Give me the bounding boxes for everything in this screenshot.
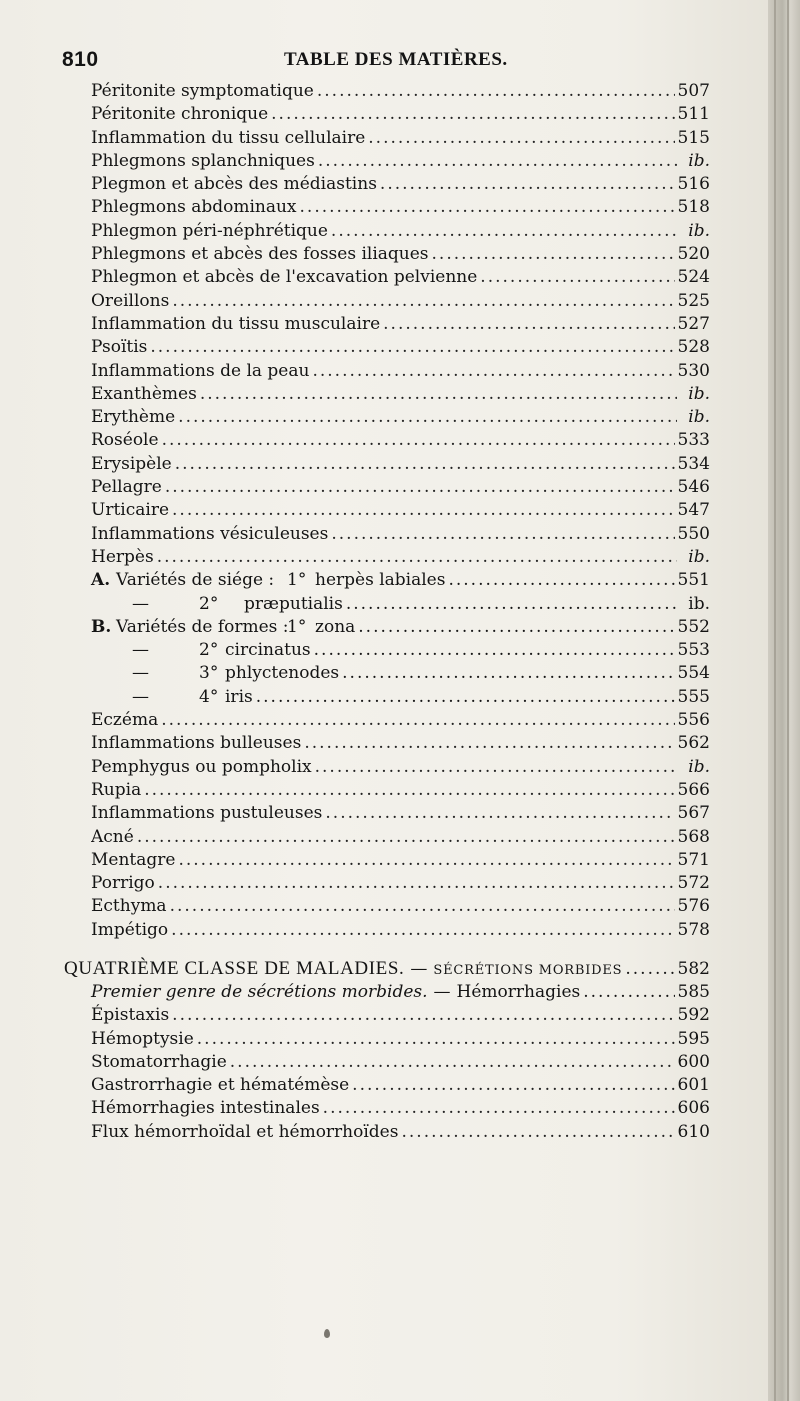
entry-label: Rupia	[91, 779, 142, 800]
entry-label: Roséole	[91, 430, 159, 451]
toc-entry	[91, 1121, 710, 1144]
entry-label: Inflammations bulleuses	[91, 733, 302, 754]
toc-entry	[91, 1028, 710, 1051]
ditto-dash: —	[132, 593, 149, 614]
herpes-variety-b-3	[91, 662, 710, 685]
variety-num: 1°	[287, 570, 307, 591]
page-reference: 516	[677, 174, 710, 195]
toc-entry	[91, 1004, 710, 1027]
leader-dots	[170, 895, 675, 918]
toc-entry	[91, 429, 710, 452]
page-reference: ib.	[688, 220, 710, 241]
page-reference: 550	[677, 523, 710, 544]
toc-entry	[91, 499, 710, 522]
page-reference: ib.	[688, 150, 710, 171]
variety-name: præputialis	[244, 593, 343, 614]
leader-dots	[150, 336, 674, 359]
variety-name: phlyctenodes	[225, 663, 340, 684]
leader-dots	[230, 1051, 675, 1074]
leader-dots	[165, 476, 675, 499]
toc-entry	[91, 383, 710, 406]
leader-dots	[304, 732, 674, 755]
leader-dots	[331, 220, 677, 243]
edge-line	[774, 0, 776, 1401]
page-reference: 578	[677, 919, 710, 940]
toc-entry	[91, 313, 710, 336]
entry-label: Eczéma	[91, 710, 159, 731]
leader-dots	[300, 196, 675, 219]
entry-label: Phlegmon et abcès de l'excavation pelvienne	[91, 267, 478, 288]
entry-label: Stomatorrhagie	[91, 1051, 227, 1072]
toc-entry	[91, 127, 710, 150]
page-reference: 566	[677, 779, 710, 800]
ditto-dash: —	[132, 663, 149, 684]
toc-entry	[91, 709, 710, 732]
page-reference: 515	[677, 127, 710, 148]
entry-label: Exanthèmes	[91, 383, 197, 404]
entry-label: Gastrorrhagie et hématémèse	[91, 1075, 350, 1096]
herpes-variety-b-4	[91, 686, 710, 709]
page-reference: ib.	[688, 756, 710, 777]
variety-kind-a: Variétés de siége :	[116, 570, 275, 591]
page-reference: 606	[677, 1098, 710, 1119]
toc-entries	[64, 80, 710, 1144]
page-edge	[768, 0, 800, 1401]
leader-dots	[162, 429, 675, 452]
genre-heading	[91, 981, 710, 1004]
toc-entry	[91, 872, 710, 895]
toc-entry	[91, 895, 710, 918]
herpes-variety-a-1	[91, 569, 710, 592]
page-reference: ib.	[688, 407, 710, 428]
entry-label: Oreillons	[91, 290, 170, 311]
page-header	[62, 48, 692, 74]
toc-entry	[91, 1097, 710, 1120]
genre-title: Premier genre de sécrétions morbides.	[91, 981, 428, 1002]
leader-dots	[342, 662, 674, 685]
toc-entry	[91, 546, 710, 569]
page-reference: 533	[677, 430, 710, 451]
toc-entry	[91, 849, 710, 872]
genre-dash: —	[433, 981, 451, 1002]
entry-label: Urticaire	[91, 500, 170, 521]
ditto-dash: —	[132, 640, 149, 661]
page-reference: 556	[677, 710, 710, 731]
leader-dots	[346, 593, 677, 616]
herpes-variety-b-1	[91, 616, 710, 639]
leader-dots	[175, 453, 675, 476]
page-reference: 547	[677, 500, 710, 521]
entry-label: Inflammations vésiculeuses	[91, 523, 329, 544]
leader-dots	[401, 1121, 674, 1144]
entry-label: Hémorrhagies intestinales	[91, 1098, 320, 1119]
page-reference: 551	[677, 570, 710, 591]
entry-label: Acné	[91, 826, 134, 847]
leader-dots	[331, 523, 674, 546]
page-reference: 592	[677, 1005, 710, 1026]
page-reference: 585	[677, 981, 710, 1002]
page-reference: 528	[677, 337, 710, 358]
page-number: 810	[62, 48, 99, 71]
leader-dots	[157, 546, 677, 569]
leader-dots	[178, 849, 674, 872]
page-reference: 562	[677, 733, 710, 754]
entry-label: Porrigo	[91, 873, 155, 894]
variety-marker-a: A.	[91, 570, 111, 591]
toc-entry	[91, 779, 710, 802]
toc-entry	[91, 453, 710, 476]
page-reference: 610	[677, 1121, 710, 1142]
variety-num: 2°	[199, 640, 219, 661]
leader-dots	[383, 313, 674, 336]
toc-entry	[91, 756, 710, 779]
page-reference: 527	[677, 313, 710, 334]
page-reference: 582	[677, 958, 710, 979]
leader-dots	[197, 1028, 675, 1051]
entry-label: Mentagre	[91, 849, 176, 870]
page-reference: 595	[677, 1028, 710, 1049]
toc-entry	[91, 732, 710, 755]
toc-entry	[91, 476, 710, 499]
genre-label: Hémorrhagies	[456, 981, 581, 1002]
leader-dots	[200, 383, 677, 406]
leader-dots	[172, 499, 675, 522]
page-reference: ib.	[688, 546, 710, 567]
toc-entry	[91, 336, 710, 359]
variety-kind-b: Variétés de formes :	[116, 616, 289, 637]
toc-entry	[91, 150, 710, 173]
toc-entry	[91, 103, 710, 126]
leader-dots	[625, 957, 674, 982]
entry-label: Épistaxis	[91, 1005, 170, 1026]
page-reference: 511	[677, 104, 710, 125]
page-reference: 553	[677, 640, 710, 661]
leader-dots	[448, 569, 674, 592]
entry-label: Inflammation du tissu cellulaire	[91, 127, 366, 148]
leader-dots	[317, 80, 675, 103]
page-reference: 600	[677, 1051, 710, 1072]
leader-dots	[325, 802, 674, 825]
page-reference: 567	[677, 803, 710, 824]
entry-label: Inflammations de la peau	[91, 360, 310, 381]
variety-name: herpès labiales	[315, 570, 446, 591]
page-reference: ib.	[688, 383, 710, 404]
leader-dots	[323, 1097, 675, 1120]
page-reference: 507	[677, 81, 710, 101]
entry-label: Psoïtis	[91, 337, 148, 358]
variety-num: 2°	[199, 593, 219, 614]
page-reference: 554	[677, 663, 710, 684]
leader-dots	[318, 150, 677, 173]
toc-entry	[91, 243, 710, 266]
page-reference: ib.	[688, 593, 710, 614]
leader-dots	[358, 616, 674, 639]
toc-list-top	[91, 80, 710, 569]
herpes-variety-b-2	[91, 639, 710, 662]
leader-dots	[314, 639, 675, 662]
ink-mark	[324, 1329, 330, 1338]
leader-dots	[315, 756, 677, 779]
page-reference: 518	[677, 197, 710, 218]
toc-entry	[91, 266, 710, 289]
page-reference: 571	[677, 849, 710, 870]
entry-label: Plegmon et abcès des médiastins	[91, 174, 377, 195]
toc-entry	[91, 173, 710, 196]
page-reference: 534	[677, 453, 710, 474]
entry-label: Péritonite symptomatique	[91, 81, 314, 101]
page-reference: 601	[677, 1075, 710, 1096]
leader-dots	[172, 1004, 674, 1027]
variety-num: 3°	[199, 663, 219, 684]
leader-dots	[137, 826, 675, 849]
page-reference: 524	[677, 267, 710, 288]
entry-label: Phlegmons splanchniques	[91, 150, 315, 171]
variety-name: circinatus	[225, 640, 311, 661]
entry-label: Phlegmons abdominaux	[91, 197, 297, 218]
leader-dots	[368, 127, 674, 150]
leader-dots	[380, 173, 675, 196]
ditto-dash: —	[132, 686, 149, 707]
variety-num: 4°	[199, 686, 219, 707]
page-reference: 546	[677, 477, 710, 498]
leader-dots	[144, 779, 674, 802]
toc-entry	[91, 360, 710, 383]
page-reference: 568	[677, 826, 710, 847]
toc-entry	[91, 919, 710, 942]
toc-list-bottom	[91, 1004, 710, 1144]
toc-entry	[91, 196, 710, 219]
entry-label: Ecthyma	[91, 896, 167, 917]
page-reference: 552	[677, 616, 710, 637]
variety-name: iris	[225, 686, 253, 707]
toc-list-mid	[91, 709, 710, 942]
leader-dots	[178, 406, 677, 429]
variety-num: 1°	[287, 616, 307, 637]
entry-label: Inflammation du tissu musculaire	[91, 313, 381, 334]
leader-dots	[312, 360, 674, 383]
toc-entry	[91, 220, 710, 243]
leader-dots	[158, 872, 675, 895]
page-reference: 555	[677, 686, 710, 707]
entry-label: Impétigo	[91, 919, 169, 940]
herpes-variety-a-2	[91, 593, 710, 616]
toc-entry	[91, 802, 710, 825]
page-reference: 576	[677, 896, 710, 917]
leader-dots	[271, 103, 674, 126]
leader-dots	[256, 686, 675, 709]
entry-label: Péritonite chronique	[91, 104, 269, 125]
entry-label: Phlegmons et abcès des fosses iliaques	[91, 244, 429, 265]
leader-dots	[161, 709, 674, 732]
leader-dots	[480, 266, 674, 289]
leader-dots	[583, 981, 674, 1004]
page-reference: 572	[677, 873, 710, 894]
variety-marker-b: B.	[91, 616, 112, 637]
leader-dots	[172, 290, 674, 313]
toc-entry	[91, 1051, 710, 1074]
entry-label: Erythème	[91, 407, 176, 428]
class-dash: —	[410, 958, 428, 979]
toc-entry	[91, 523, 710, 546]
edge-line	[787, 0, 789, 1401]
page-reference: 525	[677, 290, 710, 311]
page-reference: 530	[677, 360, 710, 381]
variety-name: zona	[315, 616, 356, 637]
entry-label: Hémoptysie	[91, 1028, 194, 1049]
toc-entry	[91, 1074, 710, 1097]
toc-entry	[91, 406, 710, 429]
leader-dots	[171, 919, 674, 942]
entry-label: Herpès	[91, 546, 154, 567]
toc-entry	[91, 290, 710, 313]
entry-label: Pemphygus ou pompholix	[91, 756, 312, 777]
entry-label: Inflammations pustuleuses	[91, 803, 323, 824]
running-title: TABLE DES MATIÈRES.	[284, 49, 508, 70]
leader-dots	[352, 1074, 674, 1097]
leader-dots	[432, 243, 675, 266]
class-subtitle: SÉCRÉTIONS MORBIDES	[433, 962, 623, 978]
entry-label: Erysipèle	[91, 453, 172, 474]
entry-label: Flux hémorrhoïdal et hémorrhoïdes	[91, 1121, 399, 1142]
toc-entry	[91, 80, 710, 103]
page-reference: 520	[677, 244, 710, 265]
entry-label: Pellagre	[91, 477, 162, 498]
class-title: QUATRIÈME CLASSE DE MALADIES.	[64, 957, 405, 979]
class-heading	[64, 956, 710, 981]
toc-entry	[91, 826, 710, 849]
entry-label: Phlegmon péri-néphrétique	[91, 220, 328, 241]
